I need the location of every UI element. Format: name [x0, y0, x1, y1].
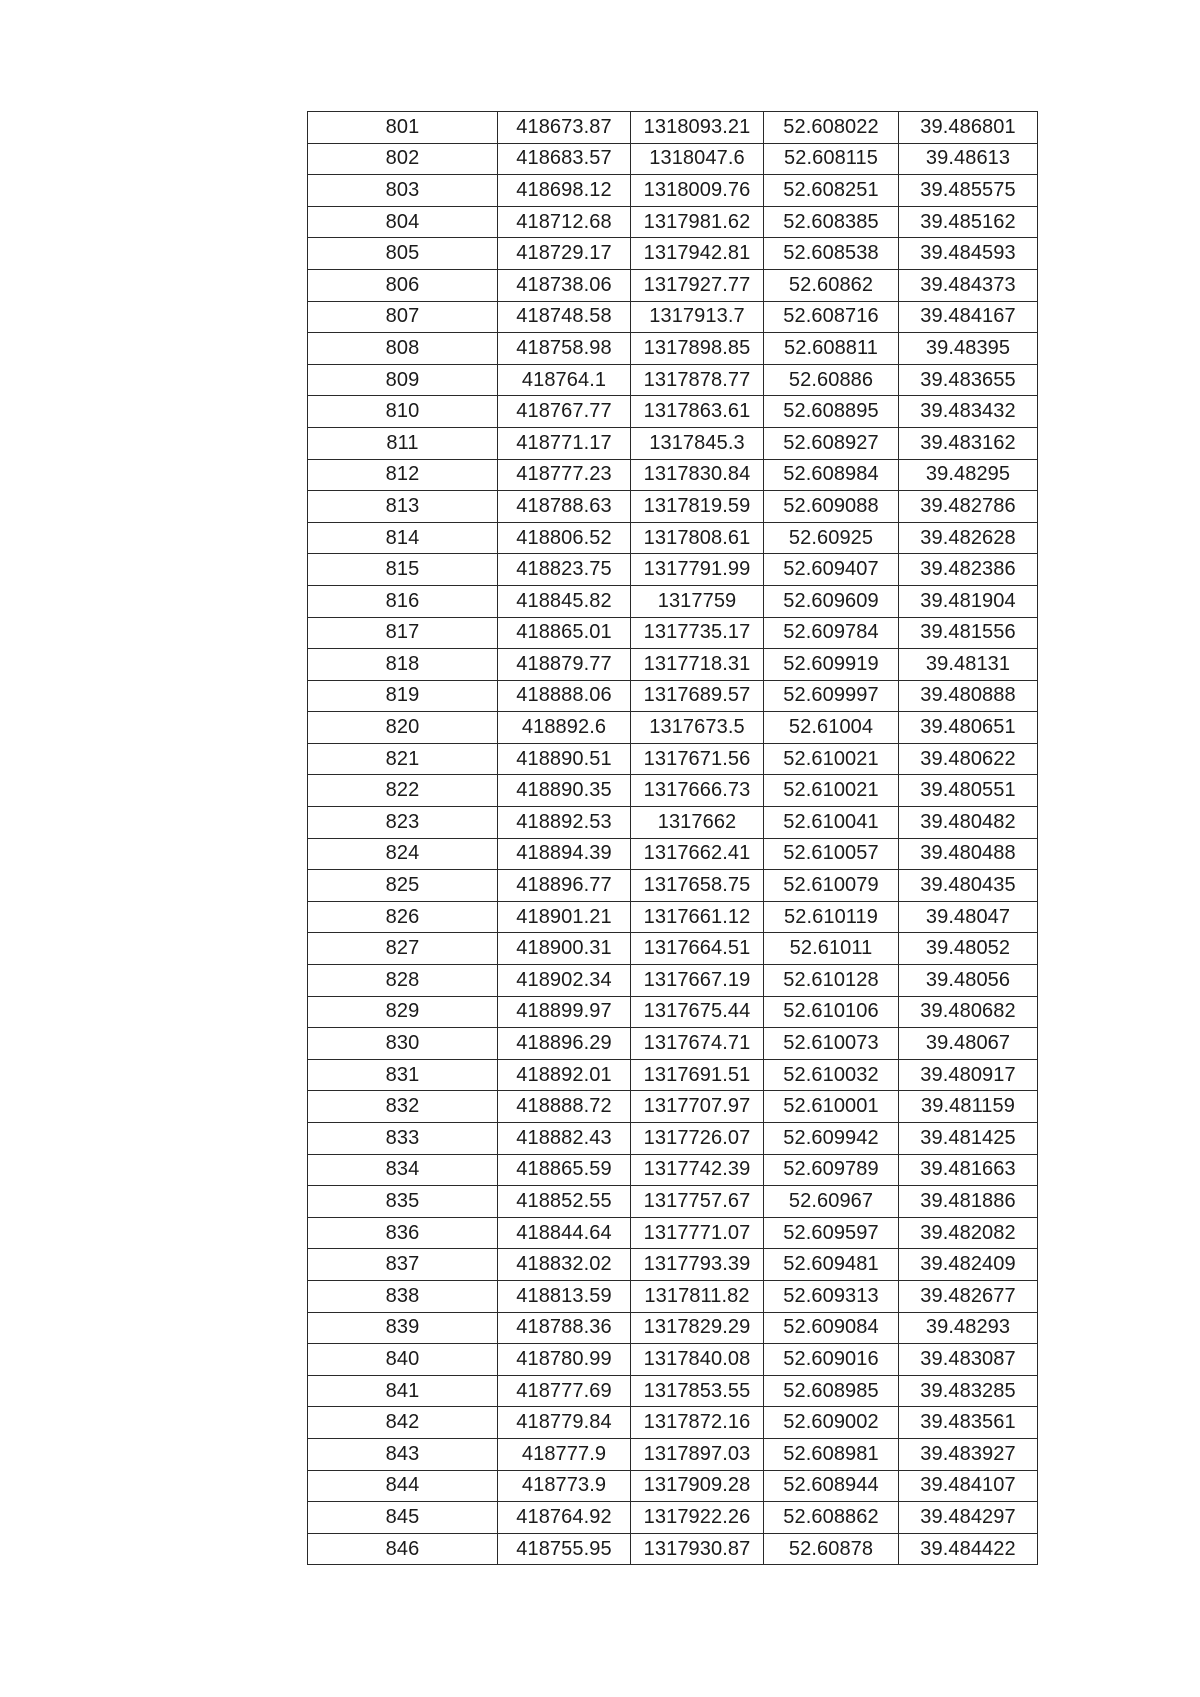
y-coordinate-cell: 1317840.08 [631, 1344, 764, 1376]
y-coordinate-cell: 1318009.76 [631, 175, 764, 207]
longitude-cell: 39.485575 [899, 175, 1038, 207]
latitude-cell: 52.608385 [764, 206, 899, 238]
y-coordinate-cell: 1317759 [631, 585, 764, 617]
y-coordinate-cell: 1317898.85 [631, 333, 764, 365]
point-number-cell: 844 [308, 1470, 498, 1502]
latitude-cell: 52.60862 [764, 269, 899, 301]
table-row [308, 554, 1038, 586]
y-coordinate-cell: 1317863.61 [631, 396, 764, 428]
table-row [308, 364, 1038, 396]
point-number-cell: 831 [308, 1059, 498, 1091]
longitude-cell: 39.480917 [899, 1059, 1038, 1091]
longitude-cell: 39.482677 [899, 1280, 1038, 1312]
latitude-cell: 52.610021 [764, 743, 899, 775]
latitude-cell: 52.610119 [764, 901, 899, 933]
table-row [308, 1123, 1038, 1155]
table-row [308, 1312, 1038, 1344]
longitude-cell: 39.481663 [899, 1154, 1038, 1186]
y-coordinate-cell: 1317707.97 [631, 1091, 764, 1123]
latitude-cell: 52.608538 [764, 238, 899, 270]
y-coordinate-cell: 1317735.17 [631, 617, 764, 649]
longitude-cell: 39.481886 [899, 1186, 1038, 1218]
table-row [308, 870, 1038, 902]
point-number-cell: 838 [308, 1280, 498, 1312]
x-coordinate-cell: 418777.69 [498, 1375, 631, 1407]
point-number-cell: 809 [308, 364, 498, 396]
point-number-cell: 806 [308, 269, 498, 301]
x-coordinate-cell: 418771.17 [498, 427, 631, 459]
longitude-cell: 39.483927 [899, 1438, 1038, 1470]
point-number-cell: 839 [308, 1312, 498, 1344]
longitude-cell: 39.48293 [899, 1312, 1038, 1344]
point-number-cell: 811 [308, 427, 498, 459]
x-coordinate-cell: 418780.99 [498, 1344, 631, 1376]
point-number-cell: 821 [308, 743, 498, 775]
point-number-cell: 840 [308, 1344, 498, 1376]
point-number-cell: 824 [308, 838, 498, 870]
latitude-cell: 52.608115 [764, 143, 899, 175]
point-number-cell: 820 [308, 712, 498, 744]
longitude-cell: 39.483285 [899, 1375, 1038, 1407]
table-row [308, 585, 1038, 617]
longitude-cell: 39.480435 [899, 870, 1038, 902]
table-row [308, 301, 1038, 333]
table-row [308, 143, 1038, 175]
x-coordinate-cell: 418748.58 [498, 301, 631, 333]
longitude-cell: 39.481425 [899, 1123, 1038, 1155]
y-coordinate-cell: 1318093.21 [631, 112, 764, 144]
latitude-cell: 52.609407 [764, 554, 899, 586]
y-coordinate-cell: 1317819.59 [631, 491, 764, 523]
latitude-cell: 52.609002 [764, 1407, 899, 1439]
table-row [308, 649, 1038, 681]
y-coordinate-cell: 1317726.07 [631, 1123, 764, 1155]
y-coordinate-cell: 1317742.39 [631, 1154, 764, 1186]
x-coordinate-cell: 418890.51 [498, 743, 631, 775]
y-coordinate-cell: 1317853.55 [631, 1375, 764, 1407]
table-row [308, 1470, 1038, 1502]
x-coordinate-cell: 418894.39 [498, 838, 631, 870]
y-coordinate-cell: 1317689.57 [631, 680, 764, 712]
y-coordinate-cell: 1317675.44 [631, 996, 764, 1028]
point-number-cell: 832 [308, 1091, 498, 1123]
table-row [308, 333, 1038, 365]
y-coordinate-cell: 1317666.73 [631, 775, 764, 807]
x-coordinate-cell: 418865.01 [498, 617, 631, 649]
latitude-cell: 52.610079 [764, 870, 899, 902]
latitude-cell: 52.610106 [764, 996, 899, 1028]
latitude-cell: 52.609084 [764, 1312, 899, 1344]
table-row [308, 175, 1038, 207]
longitude-cell: 39.481904 [899, 585, 1038, 617]
x-coordinate-cell: 418845.82 [498, 585, 631, 617]
point-number-cell: 804 [308, 206, 498, 238]
latitude-cell: 52.609016 [764, 1344, 899, 1376]
point-number-cell: 837 [308, 1249, 498, 1281]
coordinates-table-body [308, 112, 1038, 1565]
latitude-cell: 52.608981 [764, 1438, 899, 1470]
x-coordinate-cell: 418777.23 [498, 459, 631, 491]
longitude-cell: 39.482386 [899, 554, 1038, 586]
longitude-cell: 39.483561 [899, 1407, 1038, 1439]
table-row [308, 1502, 1038, 1534]
point-number-cell: 842 [308, 1407, 498, 1439]
table-row [308, 965, 1038, 997]
x-coordinate-cell: 418892.6 [498, 712, 631, 744]
latitude-cell: 52.610128 [764, 965, 899, 997]
point-number-cell: 814 [308, 522, 498, 554]
table-row [308, 1533, 1038, 1565]
x-coordinate-cell: 418900.31 [498, 933, 631, 965]
table-row [308, 743, 1038, 775]
y-coordinate-cell: 1317791.99 [631, 554, 764, 586]
y-coordinate-cell: 1317829.29 [631, 1312, 764, 1344]
table-row [308, 712, 1038, 744]
table-row [308, 996, 1038, 1028]
point-number-cell: 823 [308, 807, 498, 839]
x-coordinate-cell: 418764.1 [498, 364, 631, 396]
x-coordinate-cell: 418779.84 [498, 1407, 631, 1439]
point-number-cell: 812 [308, 459, 498, 491]
point-number-cell: 819 [308, 680, 498, 712]
point-number-cell: 807 [308, 301, 498, 333]
x-coordinate-cell: 418683.57 [498, 143, 631, 175]
latitude-cell: 52.61011 [764, 933, 899, 965]
y-coordinate-cell: 1317661.12 [631, 901, 764, 933]
y-coordinate-cell: 1317757.67 [631, 1186, 764, 1218]
y-coordinate-cell: 1317691.51 [631, 1059, 764, 1091]
y-coordinate-cell: 1317981.62 [631, 206, 764, 238]
point-number-cell: 818 [308, 649, 498, 681]
latitude-cell: 52.608022 [764, 112, 899, 144]
latitude-cell: 52.608811 [764, 333, 899, 365]
longitude-cell: 39.48052 [899, 933, 1038, 965]
table-row [308, 838, 1038, 870]
x-coordinate-cell: 418902.34 [498, 965, 631, 997]
y-coordinate-cell: 1317671.56 [631, 743, 764, 775]
x-coordinate-cell: 418899.97 [498, 996, 631, 1028]
table-row [308, 427, 1038, 459]
latitude-cell: 52.609997 [764, 680, 899, 712]
x-coordinate-cell: 418755.95 [498, 1533, 631, 1565]
table-row [308, 807, 1038, 839]
y-coordinate-cell: 1317771.07 [631, 1217, 764, 1249]
table-row [308, 1028, 1038, 1060]
x-coordinate-cell: 418896.29 [498, 1028, 631, 1060]
longitude-cell: 39.481159 [899, 1091, 1038, 1123]
longitude-cell: 39.483432 [899, 396, 1038, 428]
table-row [308, 522, 1038, 554]
point-number-cell: 825 [308, 870, 498, 902]
longitude-cell: 39.480551 [899, 775, 1038, 807]
table-row [308, 933, 1038, 965]
latitude-cell: 52.608716 [764, 301, 899, 333]
longitude-cell: 39.480482 [899, 807, 1038, 839]
table-row [308, 238, 1038, 270]
longitude-cell: 39.483087 [899, 1344, 1038, 1376]
longitude-cell: 39.481556 [899, 617, 1038, 649]
table-row [308, 1154, 1038, 1186]
latitude-cell: 52.60878 [764, 1533, 899, 1565]
x-coordinate-cell: 418852.55 [498, 1186, 631, 1218]
point-number-cell: 826 [308, 901, 498, 933]
x-coordinate-cell: 418738.06 [498, 269, 631, 301]
y-coordinate-cell: 1317664.51 [631, 933, 764, 965]
y-coordinate-cell: 1317674.71 [631, 1028, 764, 1060]
latitude-cell: 52.609942 [764, 1123, 899, 1155]
table-row [308, 1249, 1038, 1281]
longitude-cell: 39.48047 [899, 901, 1038, 933]
y-coordinate-cell: 1317793.39 [631, 1249, 764, 1281]
latitude-cell: 52.609597 [764, 1217, 899, 1249]
table-row [308, 1186, 1038, 1218]
x-coordinate-cell: 418673.87 [498, 112, 631, 144]
table-row [308, 396, 1038, 428]
longitude-cell: 39.480682 [899, 996, 1038, 1028]
table-row [308, 1375, 1038, 1407]
table-row [308, 1059, 1038, 1091]
table-row [308, 1344, 1038, 1376]
latitude-cell: 52.60967 [764, 1186, 899, 1218]
table-row [308, 269, 1038, 301]
longitude-cell: 39.48131 [899, 649, 1038, 681]
longitude-cell: 39.48295 [899, 459, 1038, 491]
x-coordinate-cell: 418729.17 [498, 238, 631, 270]
x-coordinate-cell: 418892.53 [498, 807, 631, 839]
y-coordinate-cell: 1317897.03 [631, 1438, 764, 1470]
coordinates-table [307, 111, 1038, 1565]
latitude-cell: 52.608251 [764, 175, 899, 207]
point-number-cell: 810 [308, 396, 498, 428]
y-coordinate-cell: 1317922.26 [631, 1502, 764, 1534]
point-number-cell: 801 [308, 112, 498, 144]
point-number-cell: 822 [308, 775, 498, 807]
x-coordinate-cell: 418698.12 [498, 175, 631, 207]
point-number-cell: 827 [308, 933, 498, 965]
latitude-cell: 52.608862 [764, 1502, 899, 1534]
longitude-cell: 39.480622 [899, 743, 1038, 775]
y-coordinate-cell: 1317662.41 [631, 838, 764, 870]
y-coordinate-cell: 1317942.81 [631, 238, 764, 270]
table-row [308, 1280, 1038, 1312]
longitude-cell: 39.48067 [899, 1028, 1038, 1060]
longitude-cell: 39.484107 [899, 1470, 1038, 1502]
latitude-cell: 52.60925 [764, 522, 899, 554]
point-number-cell: 803 [308, 175, 498, 207]
point-number-cell: 843 [308, 1438, 498, 1470]
table-row [308, 1217, 1038, 1249]
y-coordinate-cell: 1317927.77 [631, 269, 764, 301]
latitude-cell: 52.608927 [764, 427, 899, 459]
longitude-cell: 39.485162 [899, 206, 1038, 238]
longitude-cell: 39.48613 [899, 143, 1038, 175]
table-row [308, 617, 1038, 649]
point-number-cell: 816 [308, 585, 498, 617]
x-coordinate-cell: 418888.06 [498, 680, 631, 712]
longitude-cell: 39.482082 [899, 1217, 1038, 1249]
latitude-cell: 52.608895 [764, 396, 899, 428]
y-coordinate-cell: 1317718.31 [631, 649, 764, 681]
y-coordinate-cell: 1317845.3 [631, 427, 764, 459]
x-coordinate-cell: 418882.43 [498, 1123, 631, 1155]
x-coordinate-cell: 418896.77 [498, 870, 631, 902]
x-coordinate-cell: 418844.64 [498, 1217, 631, 1249]
y-coordinate-cell: 1317830.84 [631, 459, 764, 491]
x-coordinate-cell: 418865.59 [498, 1154, 631, 1186]
longitude-cell: 39.480888 [899, 680, 1038, 712]
latitude-cell: 52.610032 [764, 1059, 899, 1091]
point-number-cell: 817 [308, 617, 498, 649]
x-coordinate-cell: 418788.63 [498, 491, 631, 523]
latitude-cell: 52.61004 [764, 712, 899, 744]
longitude-cell: 39.483655 [899, 364, 1038, 396]
point-number-cell: 846 [308, 1533, 498, 1565]
longitude-cell: 39.480488 [899, 838, 1038, 870]
point-number-cell: 841 [308, 1375, 498, 1407]
point-number-cell: 808 [308, 333, 498, 365]
x-coordinate-cell: 418813.59 [498, 1280, 631, 1312]
longitude-cell: 39.484373 [899, 269, 1038, 301]
point-number-cell: 815 [308, 554, 498, 586]
table-row [308, 112, 1038, 144]
point-number-cell: 834 [308, 1154, 498, 1186]
x-coordinate-cell: 418823.75 [498, 554, 631, 586]
table-row [308, 1091, 1038, 1123]
y-coordinate-cell: 1317673.5 [631, 712, 764, 744]
latitude-cell: 52.609609 [764, 585, 899, 617]
x-coordinate-cell: 418758.98 [498, 333, 631, 365]
point-number-cell: 833 [308, 1123, 498, 1155]
table-row [308, 680, 1038, 712]
longitude-cell: 39.483162 [899, 427, 1038, 459]
point-number-cell: 830 [308, 1028, 498, 1060]
latitude-cell: 52.60886 [764, 364, 899, 396]
x-coordinate-cell: 418901.21 [498, 901, 631, 933]
table-row [308, 775, 1038, 807]
y-coordinate-cell: 1317808.61 [631, 522, 764, 554]
point-number-cell: 828 [308, 965, 498, 997]
latitude-cell: 52.608944 [764, 1470, 899, 1502]
longitude-cell: 39.48056 [899, 965, 1038, 997]
latitude-cell: 52.609784 [764, 617, 899, 649]
longitude-cell: 39.486801 [899, 112, 1038, 144]
x-coordinate-cell: 418892.01 [498, 1059, 631, 1091]
table-row [308, 1407, 1038, 1439]
y-coordinate-cell: 1317872.16 [631, 1407, 764, 1439]
y-coordinate-cell: 1317658.75 [631, 870, 764, 902]
longitude-cell: 39.482409 [899, 1249, 1038, 1281]
y-coordinate-cell: 1317930.87 [631, 1533, 764, 1565]
y-coordinate-cell: 1317811.82 [631, 1280, 764, 1312]
y-coordinate-cell: 1318047.6 [631, 143, 764, 175]
x-coordinate-cell: 418879.77 [498, 649, 631, 681]
table-row [308, 206, 1038, 238]
latitude-cell: 52.609919 [764, 649, 899, 681]
point-number-cell: 829 [308, 996, 498, 1028]
x-coordinate-cell: 418832.02 [498, 1249, 631, 1281]
latitude-cell: 52.609313 [764, 1280, 899, 1312]
point-number-cell: 802 [308, 143, 498, 175]
longitude-cell: 39.484422 [899, 1533, 1038, 1565]
table-row [308, 459, 1038, 491]
table-row [308, 1438, 1038, 1470]
x-coordinate-cell: 418767.77 [498, 396, 631, 428]
latitude-cell: 52.610041 [764, 807, 899, 839]
latitude-cell: 52.608984 [764, 459, 899, 491]
latitude-cell: 52.609481 [764, 1249, 899, 1281]
longitude-cell: 39.484167 [899, 301, 1038, 333]
latitude-cell: 52.610073 [764, 1028, 899, 1060]
x-coordinate-cell: 418777.9 [498, 1438, 631, 1470]
latitude-cell: 52.610001 [764, 1091, 899, 1123]
x-coordinate-cell: 418712.68 [498, 206, 631, 238]
longitude-cell: 39.482786 [899, 491, 1038, 523]
latitude-cell: 52.610057 [764, 838, 899, 870]
longitude-cell: 39.484297 [899, 1502, 1038, 1534]
table-row [308, 901, 1038, 933]
latitude-cell: 52.608985 [764, 1375, 899, 1407]
x-coordinate-cell: 418788.36 [498, 1312, 631, 1344]
point-number-cell: 805 [308, 238, 498, 270]
point-number-cell: 813 [308, 491, 498, 523]
y-coordinate-cell: 1317909.28 [631, 1470, 764, 1502]
longitude-cell: 39.480651 [899, 712, 1038, 744]
point-number-cell: 836 [308, 1217, 498, 1249]
y-coordinate-cell: 1317878.77 [631, 364, 764, 396]
y-coordinate-cell: 1317913.7 [631, 301, 764, 333]
table-row [308, 491, 1038, 523]
longitude-cell: 39.482628 [899, 522, 1038, 554]
x-coordinate-cell: 418890.35 [498, 775, 631, 807]
latitude-cell: 52.609088 [764, 491, 899, 523]
longitude-cell: 39.484593 [899, 238, 1038, 270]
point-number-cell: 845 [308, 1502, 498, 1534]
latitude-cell: 52.610021 [764, 775, 899, 807]
point-number-cell: 835 [308, 1186, 498, 1218]
x-coordinate-cell: 418806.52 [498, 522, 631, 554]
latitude-cell: 52.609789 [764, 1154, 899, 1186]
y-coordinate-cell: 1317662 [631, 807, 764, 839]
x-coordinate-cell: 418764.92 [498, 1502, 631, 1534]
y-coordinate-cell: 1317667.19 [631, 965, 764, 997]
x-coordinate-cell: 418888.72 [498, 1091, 631, 1123]
x-coordinate-cell: 418773.9 [498, 1470, 631, 1502]
longitude-cell: 39.48395 [899, 333, 1038, 365]
